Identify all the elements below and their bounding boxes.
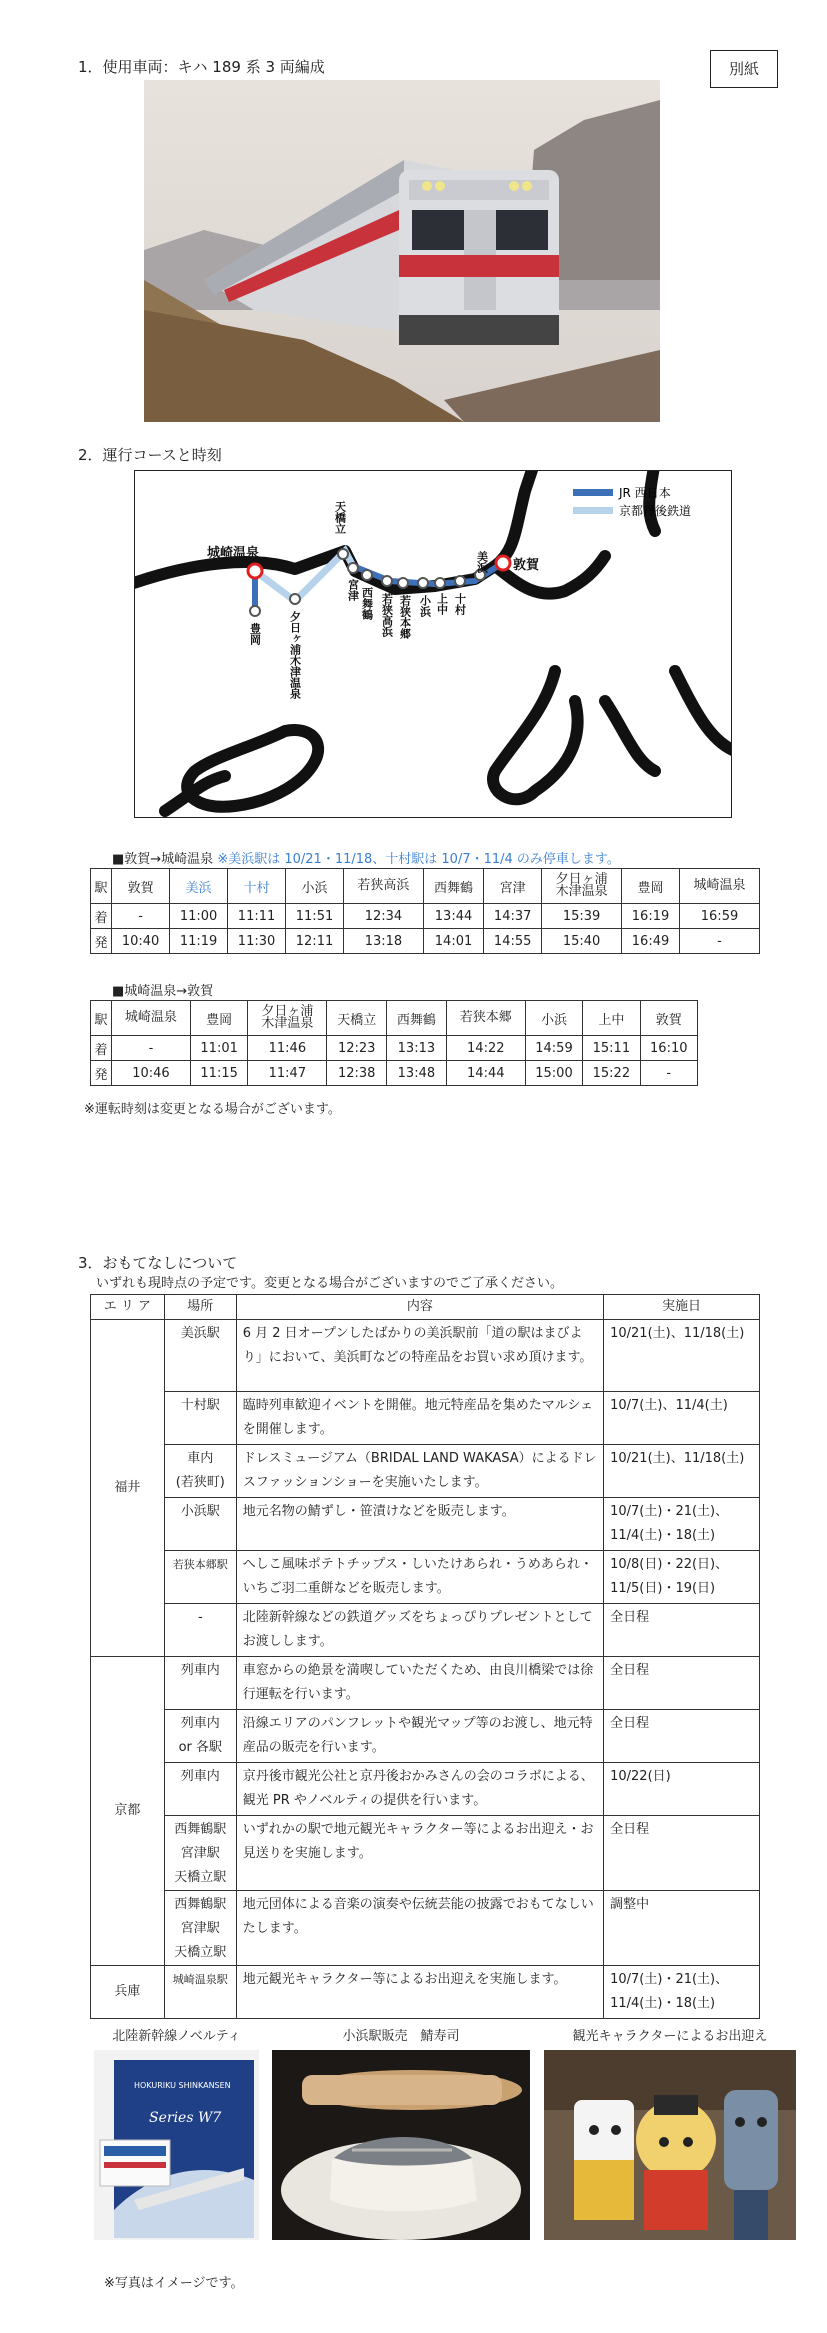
area-cell: 京都 [91,1657,165,1966]
tt-cell: 11:51 [286,904,344,929]
novelty-series-text: Series W7 [149,2110,222,2126]
tt-cell: 15:40 [542,929,622,954]
tt-header-cell: 城崎温泉 [111,1001,190,1036]
tt-header-cell: 西舞鶴 [387,1001,447,1036]
station-wakasatakahama: 若狭高浜 [380,593,394,637]
omotenashi-row [91,1604,760,1657]
tt-header-cell: 十村 [228,869,286,904]
train-photo [144,80,660,422]
tt-cell: - [640,1061,697,1086]
col-area: エ リ ア [91,1295,165,1320]
station-obama: 小浜 [418,595,432,617]
tt-cell: 12:23 [327,1036,387,1061]
tt-cell: 11:15 [190,1061,247,1086]
tt-cell: - [112,904,170,929]
content-cell: いずれかの駅で地元観光キャラクター等によるお出迎え・お見送りを実施します。 [236,1816,603,1891]
tt-cell: 16:10 [640,1036,697,1061]
legend-ktr: 京都丹後鉄道 [619,504,692,518]
tt-cell: 14:59 [525,1036,582,1061]
station-wakasahongo: 若狭本郷 [398,595,412,639]
tt-header-cell: 駅 [91,869,112,904]
tt-header-cell: 若狭高浜 [343,869,423,904]
tt-cell: 14:37 [484,904,542,929]
tt-cell: 12:34 [343,904,423,929]
station-nishimaizuru: 西舞鶴 [360,587,374,620]
tt-cell: 11:01 [190,1036,247,1061]
novelty-photo [94,2050,259,2240]
tt-cell: 14:44 [446,1061,525,1086]
tt-header-cell: 豊岡 [622,869,680,904]
tt-cell: 16:49 [622,929,680,954]
tt-cell: 16:19 [622,904,680,929]
route-map [134,470,732,818]
section3-sub: いずれも現時点の予定です。変更となる場合がございますのでご了承ください。 [96,1276,563,1291]
tt-header-cell: 豊岡 [190,1001,247,1036]
tt-header-cell: 敦賀 [112,869,170,904]
timetable-kinosaki-tsuruga [90,1000,698,1086]
station-kaminaka: 上中 [435,593,449,615]
place-cell: 西舞鶴駅 宮津駅 天橋立駅 [164,1816,236,1891]
date-cell: 10/7(土)、11/4(土) [604,1392,760,1445]
place-cell: 城崎温泉駅 [164,1966,236,2019]
legend-jr: JR 西日本 [619,486,671,500]
tt-cell: 12:38 [327,1061,387,1086]
tt-cell: 13:13 [387,1036,447,1061]
characters-photo [544,2050,796,2240]
photo-caption-novelty: 北陸新幹線ノベルティ [112,2029,241,2044]
section1-heading: 1．使用車両：キハ 189 系 3 両編成 [78,58,325,76]
tt-cell: 11:47 [248,1061,327,1086]
tt-header-cell: 美浜 [170,869,228,904]
tt-cell: 15:00 [525,1061,582,1086]
tt-cell: 10:46 [111,1061,190,1086]
tt-header-cell: 上中 [583,1001,640,1036]
tt-cell: 着 [91,904,112,929]
area-cell: 兵庫 [91,1966,165,2019]
place-cell: 若狭本郷駅 [164,1551,236,1604]
timetable-tsuruga-kinosaki [90,868,760,954]
tt-header-cell: 敦賀 [640,1001,697,1036]
tt1-title: ■敦賀→城崎温泉 [112,852,214,867]
date-cell: 全日程 [604,1816,760,1891]
tt-header-cell: 夕日ヶ浦 木津温泉 [248,1001,327,1036]
date-cell: 10/21(土)、11/18(土) [604,1320,760,1392]
tt-header-cell: 夕日ヶ浦 木津温泉 [542,869,622,904]
content-cell: へしこ風味ポテトチップス・しいたけあられ・うめあられ・いちご羽二重餅などを販売します。 [236,1551,603,1604]
photo-caption-characters: 観光キャラクターによるお出迎え [572,2029,768,2044]
station-tsuruga: 敦賀 [513,558,540,573]
place-cell: 十村駅 [164,1392,236,1445]
tt-cell: 10:40 [112,929,170,954]
date-cell: 全日程 [604,1604,760,1657]
tt-cell: 11:00 [170,904,228,929]
tt-header-cell: 宮津 [484,869,542,904]
place-cell: 車内 (若狭町) [164,1445,236,1498]
tt-header-cell: 若狭本郷 [446,1001,525,1036]
tt2-title: ■城崎温泉→敦賀 [112,984,214,999]
station-tomura: 十村 [453,593,467,615]
content-cell: 京丹後市観光公社と京丹後おかみさんの会のコラボによる、観光 PR やノベルティの提供を行います。 [236,1763,603,1816]
tt-cell: - [111,1036,190,1061]
date-cell: 10/21(土)、11/18(土) [604,1445,760,1498]
tt-cell: 16:59 [680,904,760,929]
content-cell: ドレスミュージアム（BRIDAL LAND WAKASA）によるドレスファッションショーを実施いたします。 [236,1445,603,1498]
tt-cell: 11:11 [228,904,286,929]
station-yuhigaura: 夕日ヶ浦木津温泉 [288,611,302,699]
tt-cell: 13:48 [387,1061,447,1086]
omotenashi-table [90,1294,760,2019]
omotenashi-row [91,1891,760,1966]
timetable-footnote: ※運転時刻は変更となる場合がございます。 [84,1102,341,1117]
omotenashi-row [91,1966,760,2019]
content-cell: 地元団体による音楽の演奏や伝統芸能の披露でおもてなしいたします。 [236,1891,603,1966]
date-cell: 10/22(日) [604,1763,760,1816]
tt-cell: 13:18 [343,929,423,954]
omotenashi-row [91,1816,760,1891]
saba-sushi-photo [272,2050,530,2240]
place-cell: 小浜駅 [164,1498,236,1551]
tt-cell: 発 [91,929,112,954]
date-cell: 10/7(土)・21(土)、 11/4(土)・18(土) [604,1966,760,2019]
date-cell: 10/8(日)・22(日)、 11/5(日)・19(日) [604,1551,760,1604]
tt-header-cell: 城崎温泉 [680,869,760,904]
tt-cell: 11:19 [170,929,228,954]
place-cell: 列車内 or 各駅 [164,1710,236,1763]
tt1-title-line [112,848,620,867]
tt-cell: 15:39 [542,904,622,929]
tt1-note: ※美浜駅は 10/21・11/18、十村駅は 10/7・11/4 のみ停車します。 [217,852,620,867]
place-cell: 西舞鶴駅 宮津駅 天橋立駅 [164,1891,236,1966]
omotenashi-row [91,1498,760,1551]
tt-cell: 15:11 [583,1036,640,1061]
content-cell: 臨時列車歓迎イベントを開催。地元特産品を集めたマルシェを開催します。 [236,1392,603,1445]
omotenashi-row [91,1551,760,1604]
attachment-badge: 別紙 [710,50,778,88]
station-kinosaki: 城崎温泉 [207,546,260,561]
tt-header-cell: 天橋立 [327,1001,387,1036]
novelty-brand-text: HOKURIKU SHINKANSEN [134,2081,231,2090]
date-cell: 10/7(土)・21(土)、 11/4(土)・18(土) [604,1498,760,1551]
station-amanohashidate: 天橋立 [333,501,347,534]
date-cell: 調整中 [604,1891,760,1966]
tt-header-cell: 西舞鶴 [423,869,483,904]
tt-cell: 発 [91,1061,112,1086]
tt-cell: - [680,929,760,954]
station-toyooka: 豊岡 [248,623,262,645]
content-cell: 沿線エリアのパンフレットや観光マップ等のお渡し、地元特産品の販売を行います。 [236,1710,603,1763]
col-date: 実施日 [604,1295,760,1320]
col-place: 場所 [164,1295,236,1320]
photo-note: ※写真はイメージです。 [104,2276,244,2291]
place-cell: 列車内 [164,1763,236,1816]
area-cell: 福井 [91,1320,165,1657]
tt-cell: 13:44 [423,904,483,929]
tt-cell: 14:22 [446,1036,525,1061]
tt-header-cell: 小浜 [286,869,344,904]
station-miyazu: 宮津 [346,579,360,601]
omotenashi-row [91,1392,760,1445]
tt-cell: 14:01 [423,929,483,954]
omotenashi-row [91,1657,760,1710]
omotenashi-row [91,1320,760,1392]
photo-caption-sushi: 小浜駅販売 鯖寿司 [342,2029,460,2044]
tt-header-cell: 駅 [91,1001,112,1036]
content-cell: 地元名物の鯖ずし・笹漬けなどを販売します。 [236,1498,603,1551]
col-content: 内容 [236,1295,603,1320]
omotenashi-row [91,1710,760,1763]
tt-cell: 11:46 [248,1036,327,1061]
tt-cell: 12:11 [286,929,344,954]
content-cell: 6 月 2 日オープンしたばかりの美浜駅前「道の駅はまびより」において、美浜町などの特産品をお買い求め頂けます。 [236,1320,603,1392]
tt-header-cell: 小浜 [525,1001,582,1036]
section3-heading: 3．おもてなしについて [78,1254,238,1272]
content-cell: 地元観光キャラクター等によるお出迎えを実施します。 [236,1966,603,2019]
content-cell: 車窓からの絶景を満喫していただくため、由良川橋梁では徐行運転を行います。 [236,1657,603,1710]
date-cell: 全日程 [604,1657,760,1710]
place-cell: - [164,1604,236,1657]
tt-cell: 15:22 [583,1061,640,1086]
tt-cell: 14:55 [484,929,542,954]
tt-cell: 着 [91,1036,112,1061]
place-cell: 美浜駅 [164,1320,236,1392]
section2-heading: 2．運行コースと時刻 [78,446,222,464]
omotenashi-row [91,1445,760,1498]
place-cell: 列車内 [164,1657,236,1710]
omotenashi-row [91,1763,760,1816]
content-cell: 北陸新幹線などの鉄道グッズをちょっぴりプレゼントとしてお渡しします。 [236,1604,603,1657]
tt-cell: 11:30 [228,929,286,954]
date-cell: 全日程 [604,1710,760,1763]
station-mihama: 美浜 [475,551,489,573]
